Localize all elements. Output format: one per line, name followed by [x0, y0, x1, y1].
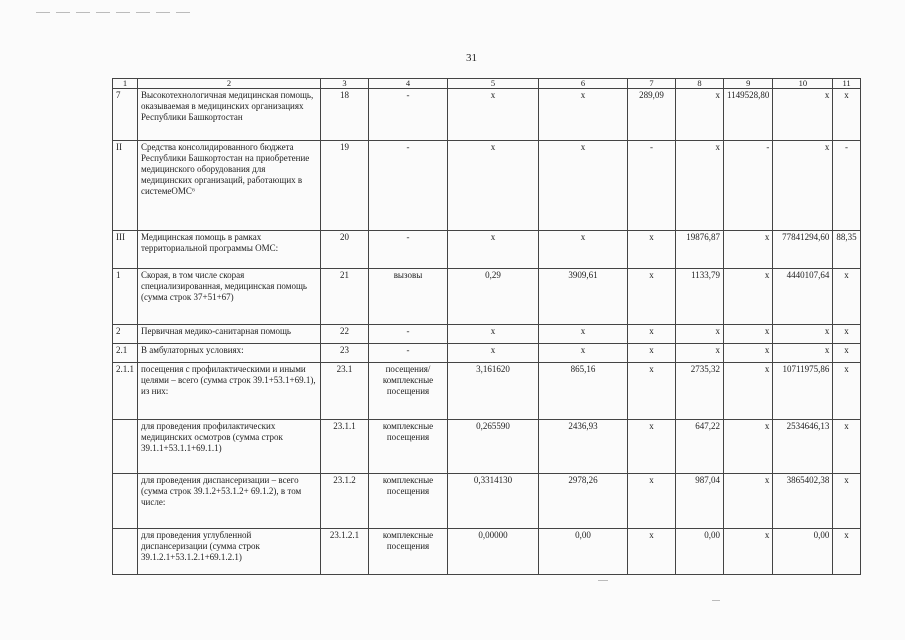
table-cell-col2: посещения с профилактическими и иными целями – всего (сумма строк 39.1+53.1+69.1), из них:: [138, 363, 321, 420]
table-row: [113, 89, 861, 141]
table-row: [113, 420, 861, 474]
table-cell-col4: -: [369, 231, 448, 269]
scan-artifact-line: [36, 12, 196, 13]
table-cell-col1: 1: [113, 269, 138, 325]
table-cell-col11: x: [833, 269, 860, 325]
table-cell-col11: x: [833, 344, 860, 363]
header-cell: 4: [369, 79, 448, 89]
header-cell: 1: [113, 79, 138, 89]
table-cell-col10: 77841294,60: [773, 231, 833, 269]
table-cell-col5: 0,3314130: [448, 474, 539, 529]
header-row: [113, 79, 861, 89]
table-cell-col6: x: [539, 89, 628, 141]
table-cell-col5: 3,161620: [448, 363, 539, 420]
table-row: [113, 325, 861, 344]
table-cell-col7: x: [628, 474, 676, 529]
table-cell-col10: 2534646,13: [773, 420, 833, 474]
table-cell-col3: 18: [321, 89, 369, 141]
page-number: 31: [466, 52, 477, 64]
table-cell-col1: II: [113, 141, 138, 231]
table-cell-col8: x: [676, 89, 724, 141]
table-cell-col5: 0,00000: [448, 529, 539, 575]
table-cell-col10: x: [773, 325, 833, 344]
table-cell-col5: x: [448, 344, 539, 363]
table-cell-col2: для проведения диспансеризации – всего (сумма строк 39.1.2+53.1.2+ 69.1.2), в том числе:: [138, 474, 321, 529]
table-cell-col8: x: [676, 344, 724, 363]
table-cell-col2: Первичная медико-санитарная помощь: [138, 325, 321, 344]
table-cell-col8: 647,22: [676, 420, 724, 474]
table-cell-col9: 1149528,80: [724, 89, 773, 141]
table-cell-col11: x: [833, 529, 860, 575]
header-cell: 8: [676, 79, 724, 89]
table-row: [113, 474, 861, 529]
table-cell-col2: для проведения профилактических медицинских осмотров (сумма строк 39.1.1+53.1.1+69.1.1): [138, 420, 321, 474]
table-row: [113, 269, 861, 325]
table-cell-col6: 0,00: [539, 529, 628, 575]
table-cell-col2: Средства консолидированного бюджета Республики Башкортостан на приобретение медицинского оборудования для медицинских организаций, работающих в системеОМС⁶: [138, 141, 321, 231]
scan-artifact-mark: [712, 600, 720, 601]
table-cell-col10: 0,00: [773, 529, 833, 575]
table-cell-col3: 23: [321, 344, 369, 363]
table-cell-col1: 2.1: [113, 344, 138, 363]
header-cell: 11: [833, 79, 860, 89]
table-cell-col9: x: [724, 420, 773, 474]
table-cell-col9: x: [724, 363, 773, 420]
table-cell-col8: 987,04: [676, 474, 724, 529]
table-cell-col4: комплексные посещения: [369, 474, 448, 529]
header-cell: 2: [138, 79, 321, 89]
table-cell-col11: x: [833, 420, 860, 474]
table-cell-col2: В амбулаторных условиях:: [138, 344, 321, 363]
table-cell-col5: x: [448, 231, 539, 269]
header-cell: 6: [539, 79, 628, 89]
table-cell-col7: x: [628, 363, 676, 420]
table-cell-col7: x: [628, 420, 676, 474]
table-cell-col1: 2: [113, 325, 138, 344]
table-cell-col7: x: [628, 269, 676, 325]
table-cell-col1: 7: [113, 89, 138, 141]
table-cell-col5: 0,29: [448, 269, 539, 325]
header-cell: 7: [628, 79, 676, 89]
table-cell-col6: x: [539, 325, 628, 344]
table-row: [113, 231, 861, 269]
table-cell-col4: комплексные посещения: [369, 420, 448, 474]
table-cell-col3: 22: [321, 325, 369, 344]
table-cell-col3: 23.1: [321, 363, 369, 420]
table-cell-col1: III: [113, 231, 138, 269]
table-cell-col9: x: [724, 344, 773, 363]
table-cell-col2: Медицинская помощь в рамках территориальной программы ОМС:: [138, 231, 321, 269]
table-cell-col10: 3865402,38: [773, 474, 833, 529]
table-row: [113, 141, 861, 231]
header-cell: 9: [724, 79, 773, 89]
table-cell-col5: x: [448, 141, 539, 231]
table-cell-col10: x: [773, 141, 833, 231]
table-cell-col1: 2.1.1: [113, 363, 138, 420]
table-cell-col9: x: [724, 474, 773, 529]
table-cell-col5: x: [448, 89, 539, 141]
table-cell-col4: -: [369, 325, 448, 344]
table-cell-col3: 19: [321, 141, 369, 231]
table-cell-col6: 2978,26: [539, 474, 628, 529]
table-cell-col9: x: [724, 231, 773, 269]
table-cell-col6: x: [539, 344, 628, 363]
table-cell-col4: -: [369, 89, 448, 141]
table-cell-col8: 0,00: [676, 529, 724, 575]
table-cell-col4: -: [369, 344, 448, 363]
table-cell-col8: 2735,32: [676, 363, 724, 420]
header-cell: 5: [448, 79, 539, 89]
table-cell-col4: комплексные посещения: [369, 529, 448, 575]
table-cell-col11: x: [833, 325, 860, 344]
table-cell-col8: x: [676, 141, 724, 231]
table-cell-col11: -: [833, 141, 860, 231]
table-cell-col5: 0,265590: [448, 420, 539, 474]
table-cell-col6: 865,16: [539, 363, 628, 420]
table-cell-col7: 289,09: [628, 89, 676, 141]
table-cell-col1: [113, 420, 138, 474]
header-cell: 10: [773, 79, 833, 89]
table-row: [113, 344, 861, 363]
table-cell-col7: x: [628, 325, 676, 344]
table-cell-col3: 23.1.2.1: [321, 529, 369, 575]
table-cell-col11: x: [833, 474, 860, 529]
table-cell-col11: x: [833, 89, 860, 141]
table-cell-col7: x: [628, 529, 676, 575]
table-cell-col3: 23.1.1: [321, 420, 369, 474]
table-row: [113, 363, 861, 420]
table-cell-col6: 2436,93: [539, 420, 628, 474]
table-cell-col8: 1133,79: [676, 269, 724, 325]
table-cell-col1: [113, 529, 138, 575]
table-cell-col6: x: [539, 141, 628, 231]
table-cell-col3: 21: [321, 269, 369, 325]
table-cell-col5: x: [448, 325, 539, 344]
table-cell-col7: x: [628, 344, 676, 363]
table-cell-col8: x: [676, 325, 724, 344]
table-cell-col7: x: [628, 231, 676, 269]
table-cell-col10: 10711975,86: [773, 363, 833, 420]
table-cell-col2: Скорая, в том числе скорая специализированная, медицинская помощь (сумма строк 37+51+67): [138, 269, 321, 325]
table-cell-col3: 20: [321, 231, 369, 269]
table-cell-col9: x: [724, 325, 773, 344]
table-cell-col2: Высокотехнологичная медицинская помощь, оказываемая в медицинских организациях Республики Башкортостан: [138, 89, 321, 141]
table-cell-col4: вызовы: [369, 269, 448, 325]
table-row: [113, 529, 861, 575]
table-cell-col10: x: [773, 89, 833, 141]
table-cell-col10: x: [773, 344, 833, 363]
table-cell-col7: -: [628, 141, 676, 231]
table-cell-col9: x: [724, 529, 773, 575]
table-cell-col8: 19876,87: [676, 231, 724, 269]
table-cell-col4: -: [369, 141, 448, 231]
header-cell: 3: [321, 79, 369, 89]
table-cell-col6: 3909,61: [539, 269, 628, 325]
table-cell-col11: x: [833, 363, 860, 420]
table-cell-col9: x: [724, 269, 773, 325]
table-cell-col9: -: [724, 141, 773, 231]
table-cell-col11: 88,35: [833, 231, 860, 269]
table-cell-col6: x: [539, 231, 628, 269]
table-cell-col10: 4440107,64: [773, 269, 833, 325]
table-cell-col2: для проведения углубленной диспансеризации (сумма строк 39.1.2.1+53.1.2.1+69.1.2.1): [138, 529, 321, 575]
table-cell-col4: посещения/ комплексные посещения: [369, 363, 448, 420]
table-cell-col3: 23.1.2: [321, 474, 369, 529]
data-table: [112, 78, 861, 575]
table-cell-col1: [113, 474, 138, 529]
scan-artifact-mark: [598, 580, 608, 581]
